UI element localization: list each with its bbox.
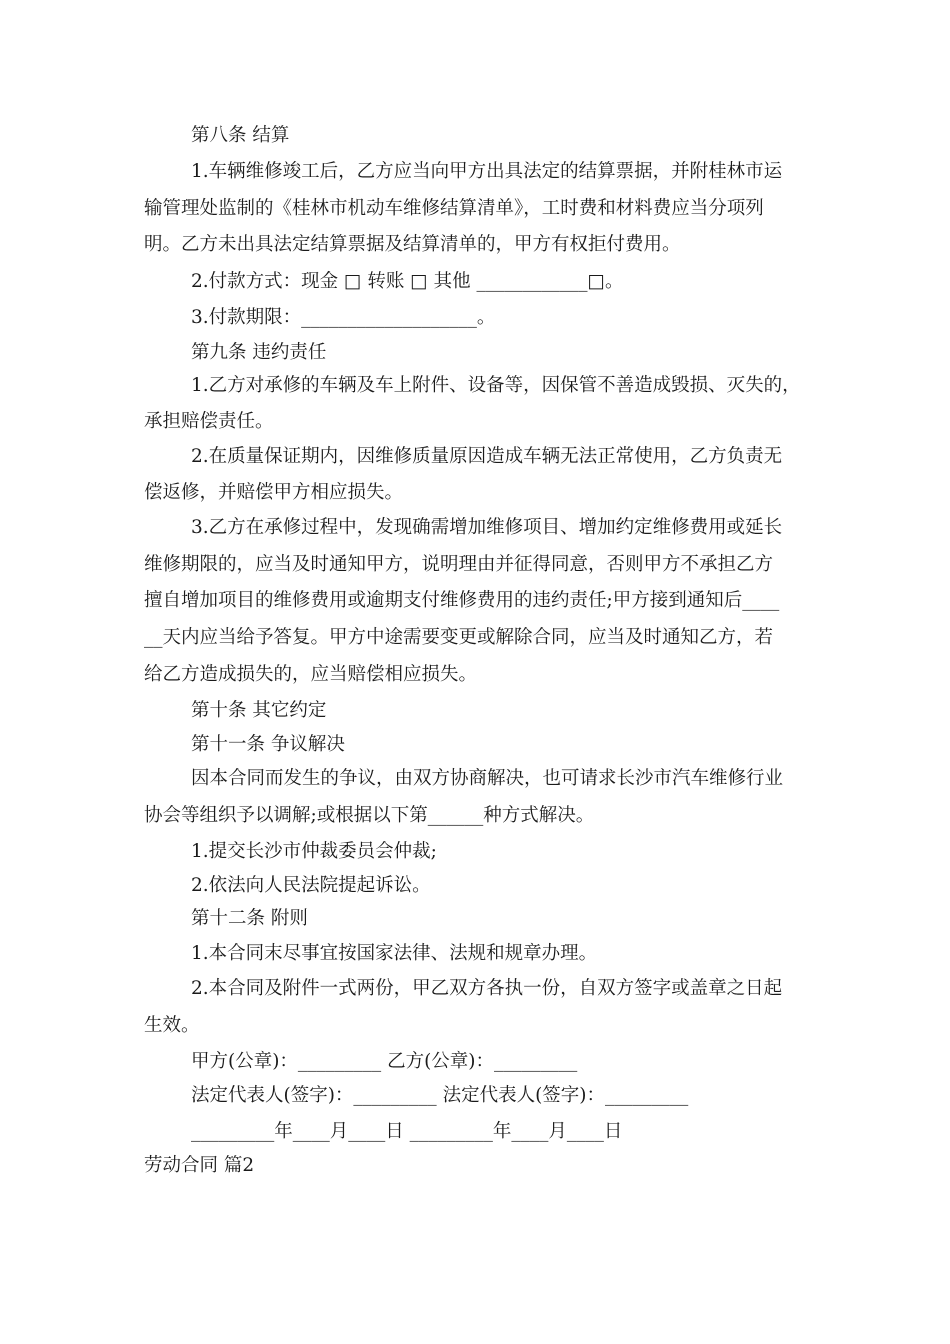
article-9-clause-1: 1.乙方对承修的车辆及车上附件、设备等，因保管不善造成毁损、灭失的， — [191, 375, 801, 396]
article-11-option-2: 2.依法向人民法院提起诉讼。 — [191, 875, 431, 896]
article-8-clause-1: 1.车辆维修竣工后，乙方应当向甲方出具法定的结算票据，并附桂林市运 — [191, 161, 783, 182]
article-9-clause-2: 2.在质量保证期内，因维修质量原因造成车辆无法正常使用，乙方负责无 — [191, 446, 783, 467]
article-9-clause-3-cont: 给乙方造成损失的，应当赔偿相应损失。 — [144, 664, 478, 685]
article-11-text-cont: 协会等组织予以调解;或根据以下第______种方式解决。 — [144, 805, 595, 826]
legal-representative-line: 法定代表人(签字)：_________ 法定代表人(签字)：_________ — [191, 1085, 689, 1106]
signing-date-line: _________年____月____日 _________年____月____日 — [191, 1121, 623, 1142]
article-12-heading: 第十二条 附则 — [191, 908, 308, 929]
article-9-clause-3-cont: __天内应当给予答复。甲方中途需要变更或解除合同，应当及时通知乙方，若 — [144, 627, 774, 648]
article-12-clause-1: 1.本合同末尽事宜按国家法律、法规和规章办理。 — [191, 943, 598, 964]
article-9-clause-1-cont: 承担赔偿责任。 — [144, 411, 274, 432]
section-title-labor-contract-2: 劳动合同 篇2 — [144, 1155, 255, 1176]
article-12-clause-2-cont: 生效。 — [144, 1015, 200, 1036]
party-seals-line: 甲方(公章)：_________ 乙方(公章)：_________ — [191, 1051, 578, 1072]
article-9-heading: 第九条 违约责任 — [191, 342, 327, 363]
article-8-clause-3: 3.付款期限：___________________。 — [191, 307, 496, 328]
article-9-clause-3: 3.乙方在承修过程中，发现确需增加维修项目、增加约定维修费用或延长 — [191, 517, 783, 538]
article-8-clause-2: 2.付款方式：现金 □ 转账 □ 其他 ____________□。 — [191, 271, 624, 292]
article-8-clause-1-cont: 明。乙方未出具法定结算票据及结算清单的，甲方有权拒付费用。 — [144, 234, 681, 255]
article-8-heading: 第八条 结算 — [191, 125, 290, 146]
article-11-option-1: 1.提交长沙市仲裁委员会仲裁; — [191, 841, 437, 862]
article-10-heading: 第十条 其它约定 — [191, 700, 327, 721]
article-12-clause-2: 2.本合同及附件一式两份，甲乙双方各执一份，自双方签字或盖章之日起 — [191, 978, 783, 999]
article-8-clause-1-cont: 输管理处监制的《桂林市机动车维修结算清单》，工时费和材料费应当分项列 — [144, 198, 764, 219]
article-9-clause-3-cont: 擅自增加项目的维修费用或逾期支付维修费用的违约责任;甲方接到通知后____ — [144, 590, 780, 611]
article-11-heading: 第十一条 争议解决 — [191, 734, 345, 755]
article-9-clause-2-cont: 偿返修，并赔偿甲方相应损失。 — [144, 482, 404, 503]
article-11-text: 因本合同而发生的争议，由双方协商解决，也可请求长沙市汽车维修行业 — [191, 768, 784, 789]
article-9-clause-3-cont: 维修期限的，应当及时通知甲方，说明理由并征得同意，否则甲方不承担乙方 — [144, 554, 774, 575]
